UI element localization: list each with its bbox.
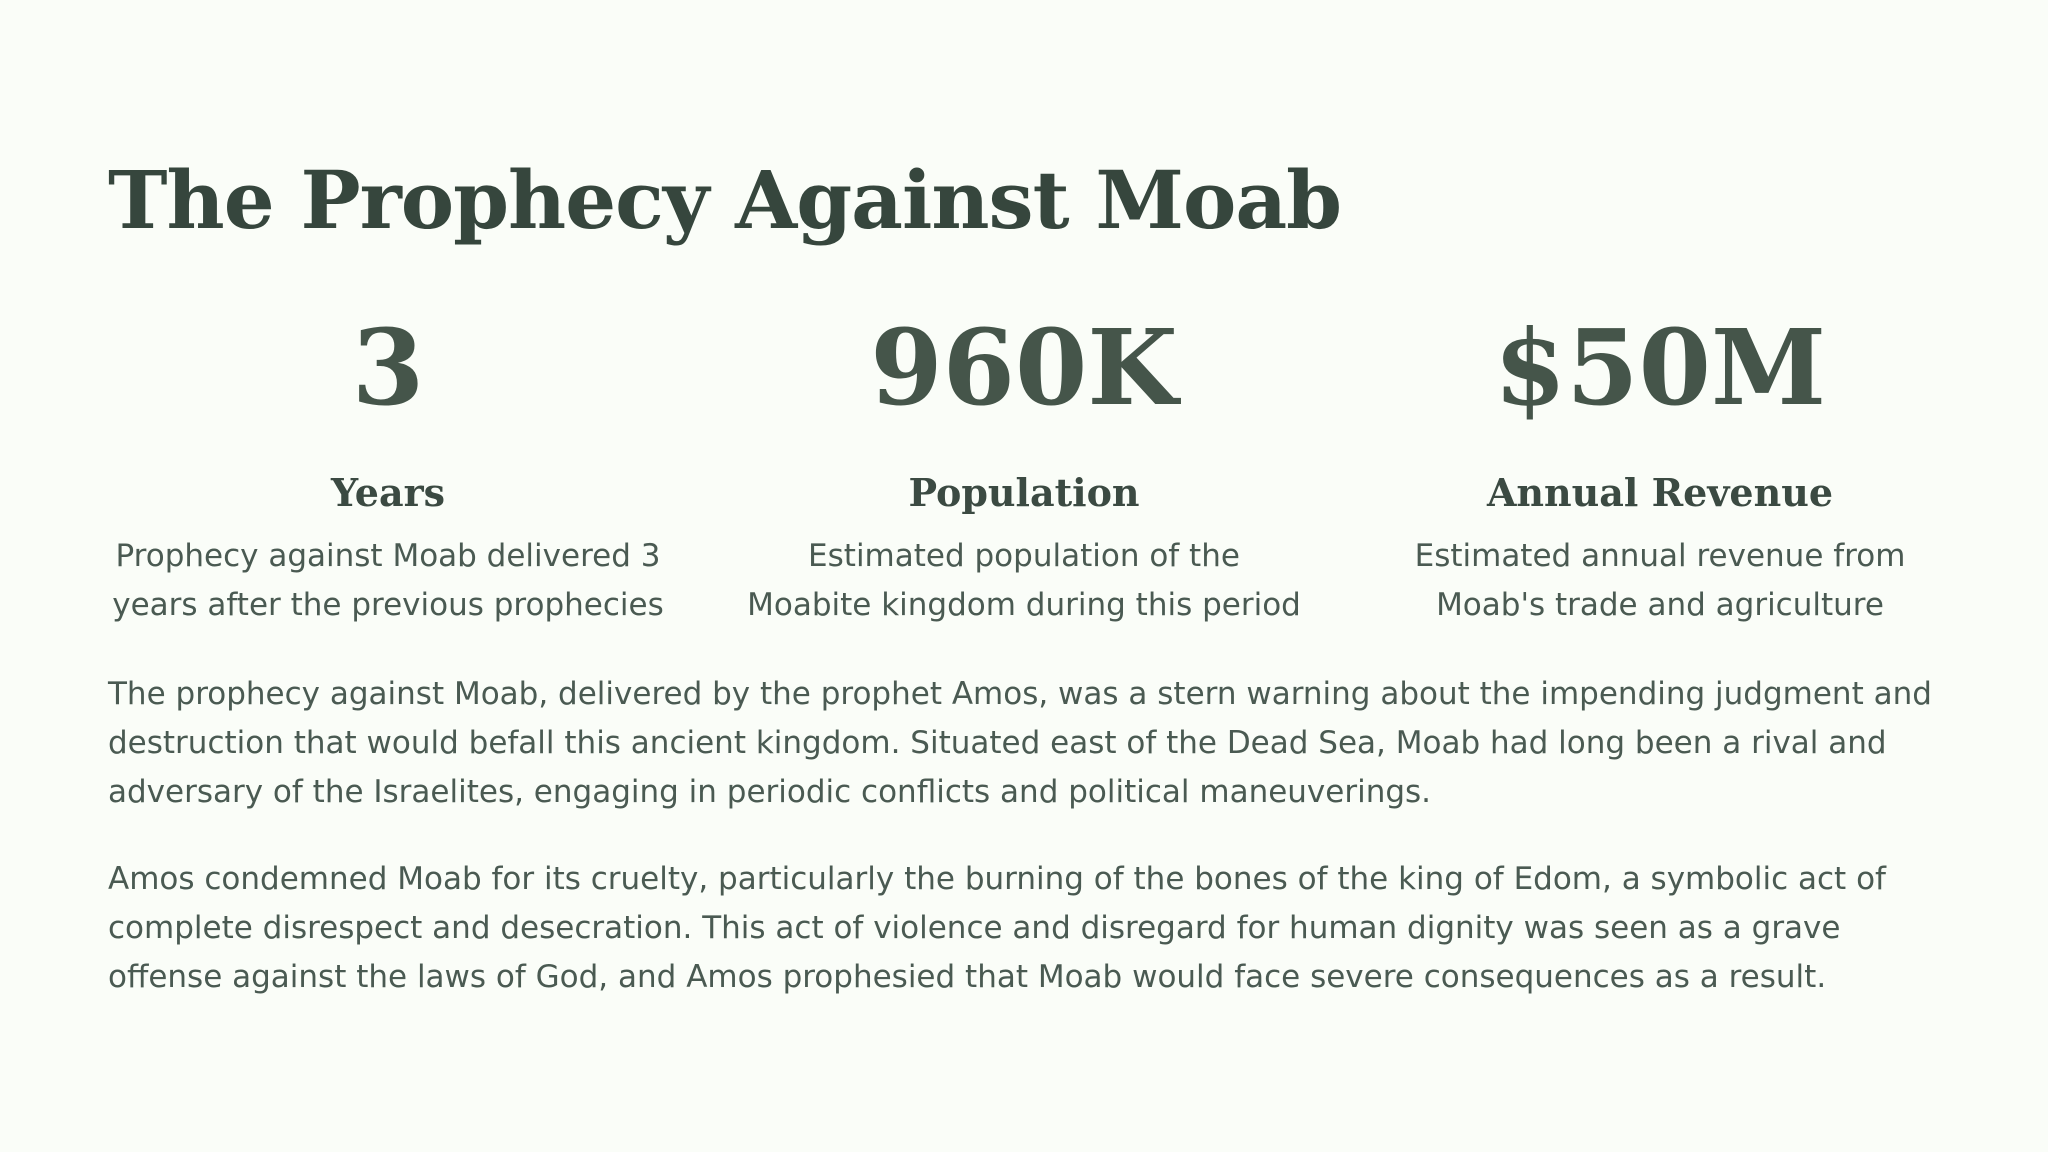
stat-label: Years <box>330 470 446 515</box>
stat-population <box>744 306 1304 630</box>
stat-label: Annual Revenue <box>1486 470 1834 515</box>
stat-value: 960K <box>870 306 1178 429</box>
page-title: The Prophecy Against Moab <box>108 153 1342 247</box>
stat-annual-revenue <box>1380 306 1940 630</box>
stat-years <box>108 306 668 630</box>
stat-value: 3 <box>351 306 425 429</box>
body-text <box>108 670 1940 1002</box>
paragraph-intro: The prophecy against Moab, delivered by the prophet Amos, was a stern warning about the impending judgment and destruction that would befall this ancient kingdom. Situated east of the Dead Sea, Moab had long been a rival and adversary of the Israelites, engaging in periodic conflicts and political maneuverings. <box>108 675 1932 810</box>
paragraph-condemnation: Amos condemned Moab for its cruelty, particularly the burning of the bones of the king of Edom, a symbolic act of complete disrespect and desecration. This act of violence and disregard for human dignity was seen as a grave offense against the laws of God, and Amos prophesied that Moab would face severe consequences as a result. <box>108 860 1886 995</box>
stat-label: Population <box>908 470 1140 515</box>
stat-value: $50M <box>1493 306 1827 429</box>
stat-description: Estimated population of the Moabite kingdom during this period <box>747 537 1301 623</box>
stat-description: Estimated annual revenue from Moab's trade and agriculture <box>1414 537 1906 623</box>
stat-description: Prophecy against Moab delivered 3 years after the previous prophecies <box>112 537 664 623</box>
stats-row <box>108 306 1940 630</box>
